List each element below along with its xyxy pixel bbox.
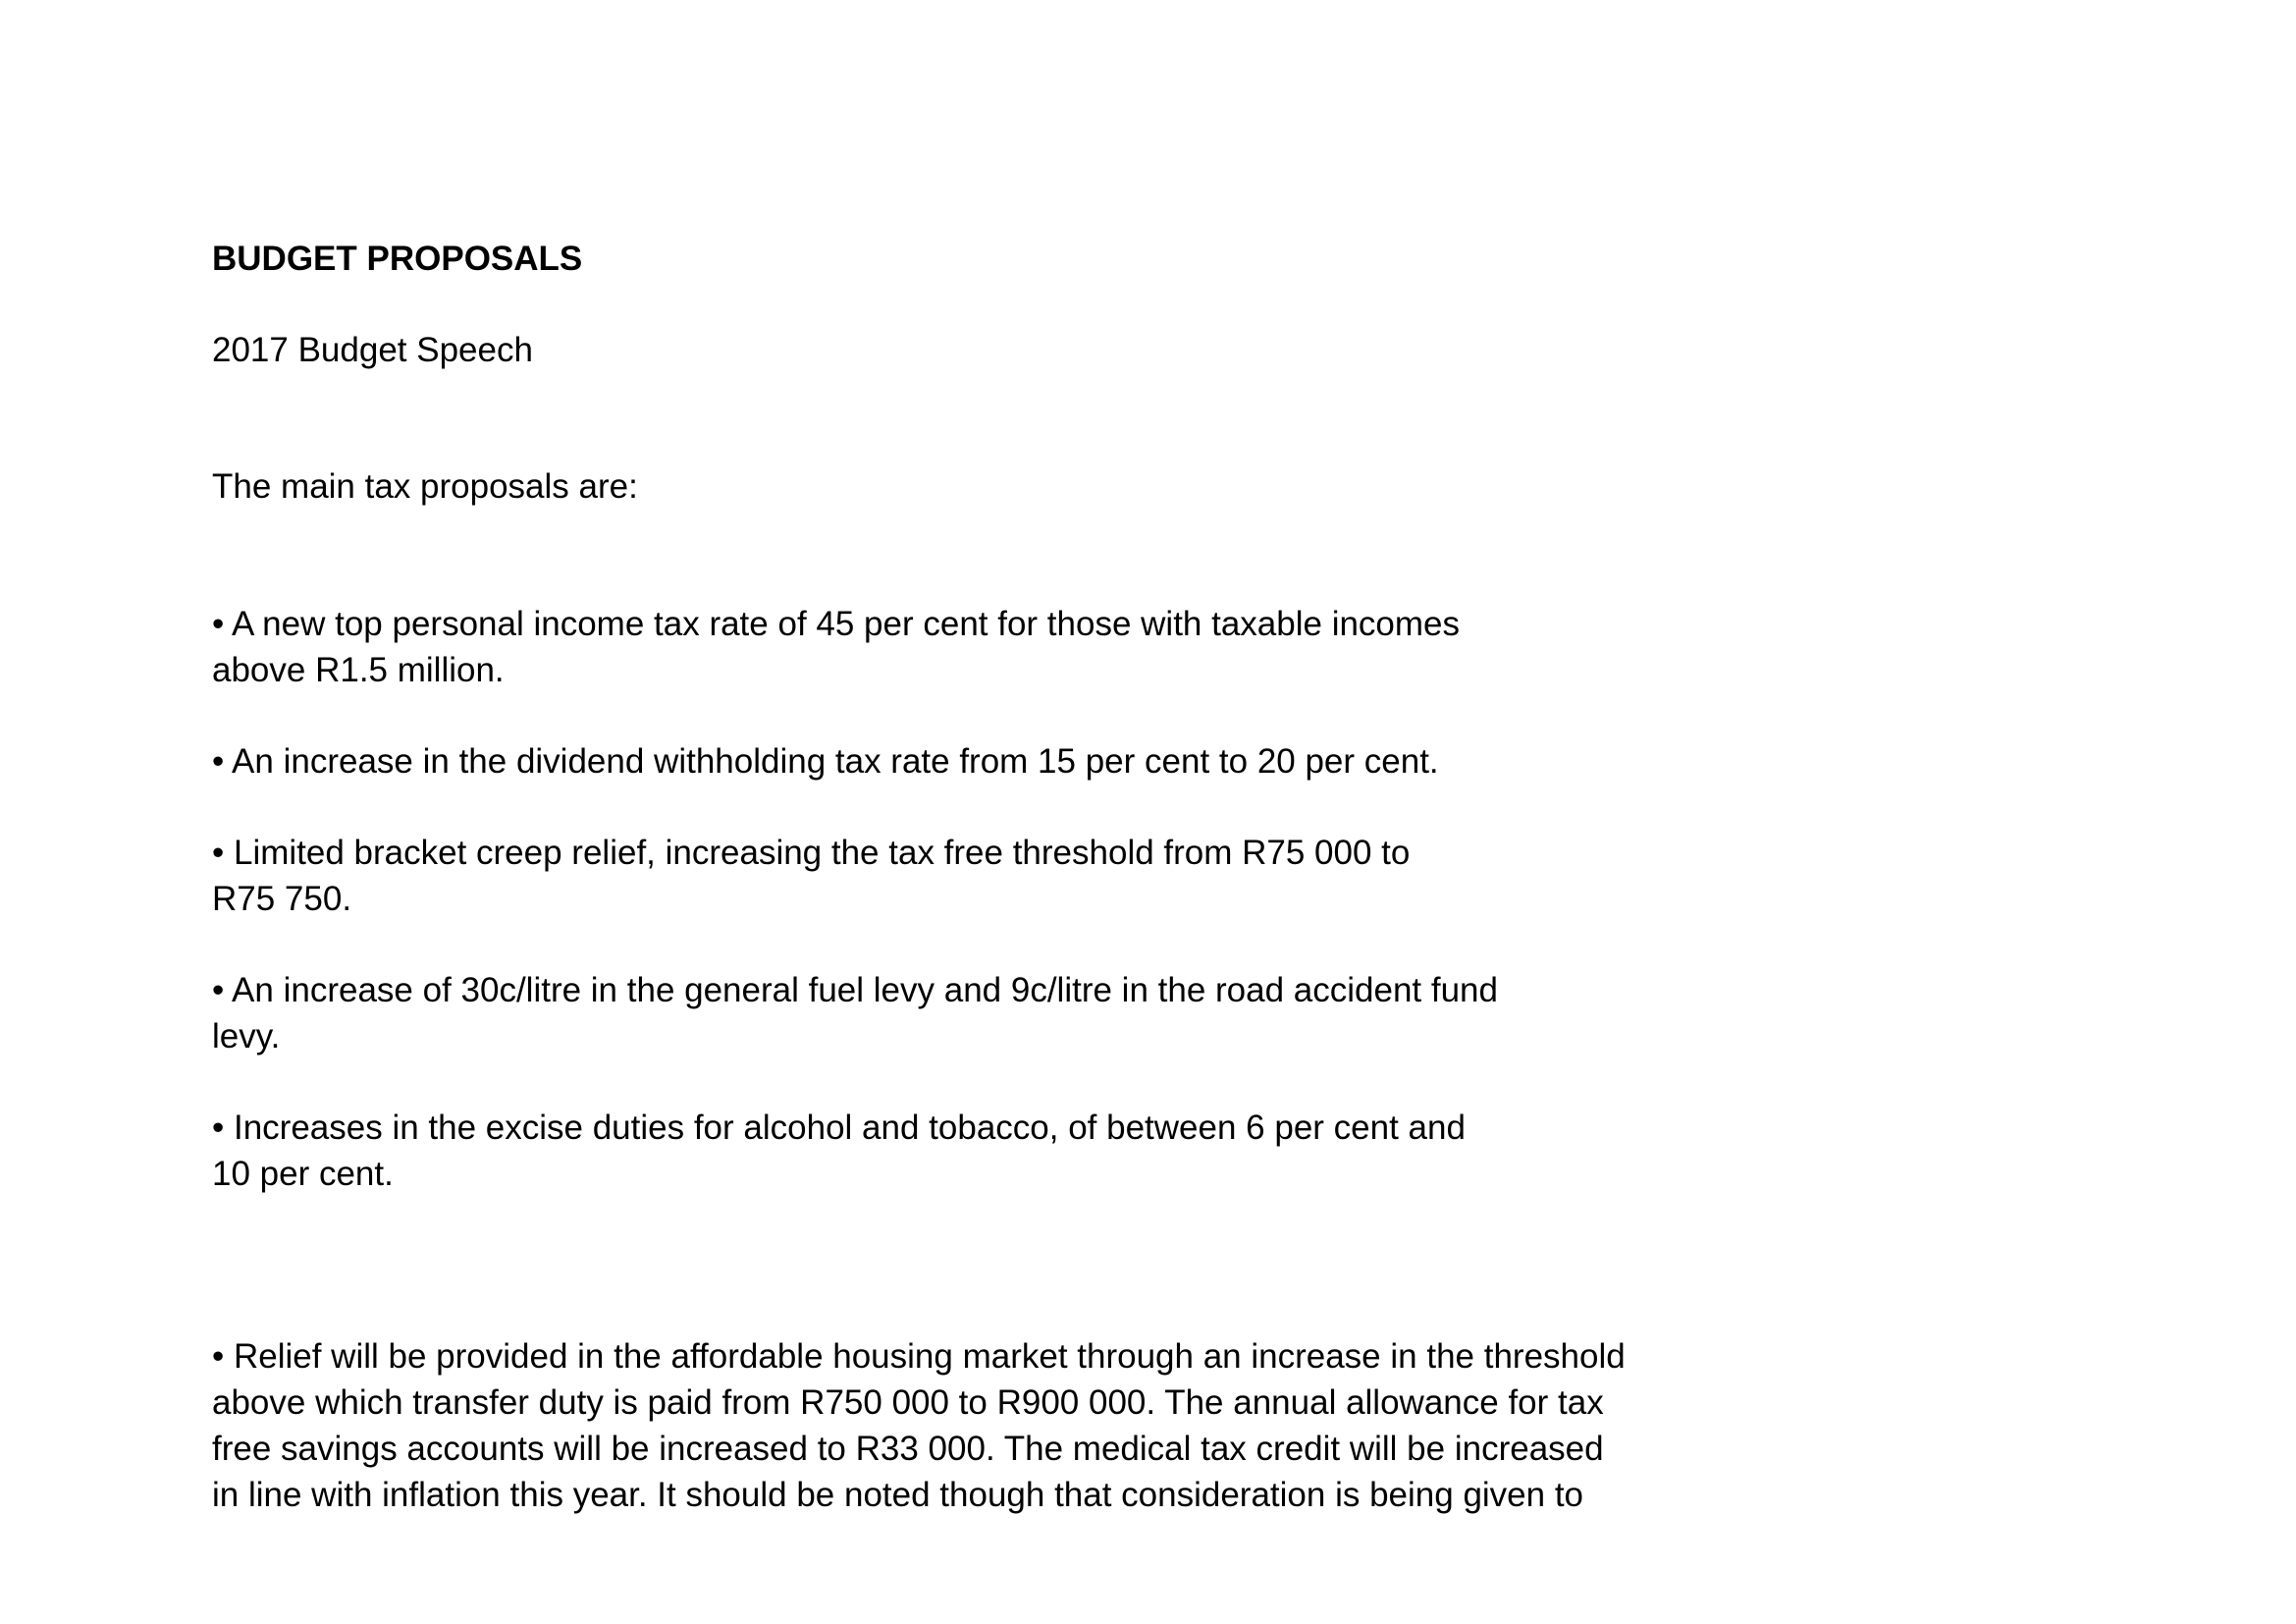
bullet-line: • An increase of 30c/litre in the general fuel levy and 9c/litre in the road accident fund — [212, 971, 1498, 1009]
bullet-item-excise-duties — [212, 1105, 1466, 1197]
document-title: BUDGET PROPOSALS — [212, 240, 583, 278]
document-subtitle: 2017 Budget Speech — [212, 331, 533, 369]
bullet-line: • Limited bracket creep relief, increasing the tax free threshold from R75 000 to — [212, 834, 1411, 872]
bullet-line: • An increase in the dividend withholding tax rate from 15 per cent to 20 per cent. — [212, 742, 1439, 781]
bullet-item-top-rate — [212, 601, 1460, 693]
bullet-line: above which transfer duty is paid from R750 000 to R900 000. The annual allowance for tax — [212, 1383, 1604, 1422]
bullet-line: • Relief will be provided in the affordable housing market through an increase in the threshold — [212, 1337, 1626, 1376]
bullet-line: free savings accounts will be increased to R33 000. The medical tax credit will be increased — [212, 1430, 1604, 1468]
bullet-line: R75 750. — [212, 880, 352, 918]
bullet-line: • A new top personal income tax rate of 45 per cent for those with taxable incomes — [212, 605, 1461, 643]
bullet-line: 10 per cent. — [212, 1155, 394, 1193]
bullet-line: in line with inflation this year. It should be noted though that consideration is being given to — [212, 1476, 1584, 1514]
bullet-line: levy. — [212, 1017, 281, 1056]
bullet-item-dividend-tax — [212, 738, 1439, 785]
bullet-line: • Increases in the excise duties for alcohol and tobacco, of between 6 per cent and — [212, 1109, 1466, 1147]
intro-paragraph: The main tax proposals are: — [212, 467, 638, 506]
bullet-item-bracket-creep — [212, 830, 1410, 922]
bullet-line: above R1.5 million. — [212, 651, 505, 689]
bullet-item-fuel-levy — [212, 967, 1498, 1059]
bullet-item-housing-relief — [212, 1333, 1626, 1518]
